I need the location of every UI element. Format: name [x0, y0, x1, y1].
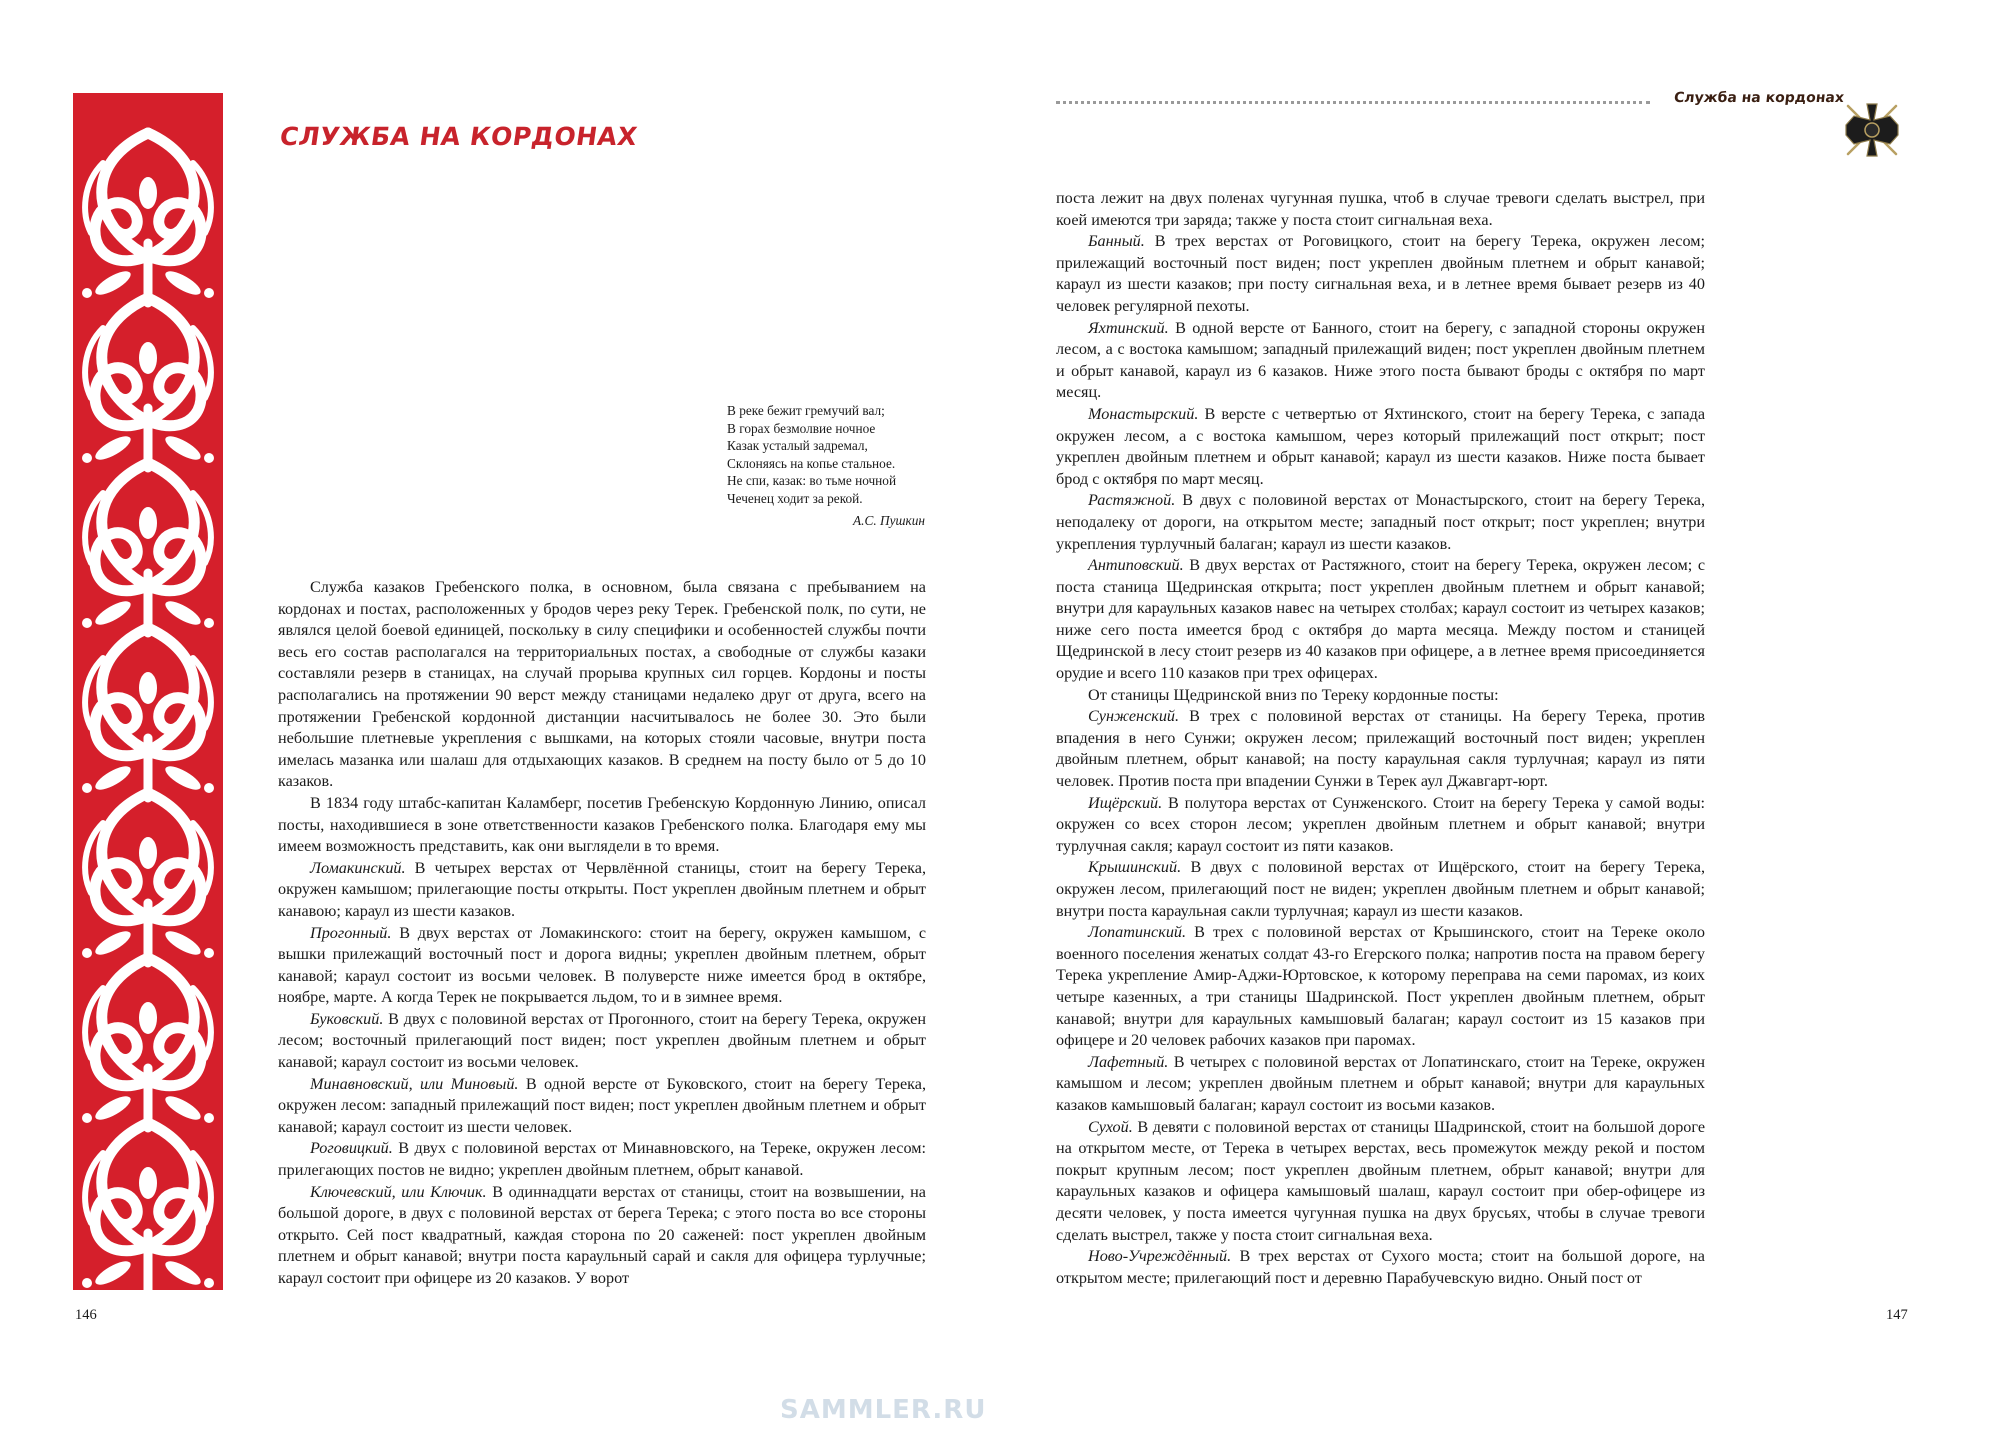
- post-name: Ищёрский.: [1088, 793, 1163, 812]
- paragraph: Лопатинский. В трех с половиной верстах от Крышинского, стоит на Тереке около военного поселения женатых солдат 43-го Егерского полка; напротив поста на правом берегу Терека укрепление Амир-Аджи-Юртовское, к которому переправа на семи паромах, из коих четыре казенных, а три станицы Шадринской. Пост укреплен двойным плетнем, обрыт канавой; внутри для караульных камышовый балаган; караул состоит из 15 казаков при офицере и 20 человек рабочих казаков при паромах.: [1056, 923, 1705, 1050]
- floral-scroll-ornament: [73, 93, 223, 1290]
- paragraph: Яхтинский. В одной версте от Банного, стоит на берегу, с западной стороны окружен лесом, а с востока камышом; западный прилежащий виден; пост укреплен двойным плетнем и обрыт канавой, караул из 6 казаков. Ниже этого поста бывают броды с октября по март месяц.: [1056, 318, 1706, 402]
- post-name: Роговицкий.: [310, 1139, 393, 1158]
- paragraph: поста лежит на двух поленах чугунная пушка, чтоб в случае тревоги сделать выстрел, при коей имеются три заряда; также у поста стоит сигнальная веха.: [1056, 189, 1705, 229]
- post-name: Растяжной.: [1088, 491, 1176, 510]
- post-name: Ключевский, или Ключик.: [310, 1182, 487, 1201]
- paragraph: Служба казаков Гребенского полка, в основном, была связана с пребыванием на кордонах и постах, расположенных у бродов через реку Терек. Гребенской полк, по сути, не являлся целой боевой единицей, поскольку в силу специфики и особенностей службы почти весь его состав располагался на территориальных постах, а свободные от службы казаки составляли резерв в станицах, на случай прорыва крупных сил горцев. Кордоны и посты располагались на протяжении 90 верст между станицами недалеко друг от друга, всего на протяжении Гребенской кордонной дистанции насчитывалось не более 30. Это были небольшие плетневые укрепления с вышками, на которых стояли часовые, внутри поста имелась мазанка или шалаш для отдыхающих казаков. В среднем на посту было от 5 до 10 казаков.: [278, 578, 926, 791]
- page-number-left: 146: [75, 1307, 97, 1323]
- epigraph-line: В горах безмолвие ночное: [727, 420, 876, 436]
- post-name: Ломакинский.: [310, 858, 406, 877]
- paragraph: Ищёрский. В полутора верстах от Сунженского. Стоит на берегу Терека у самой воды: окружен со всех сторон лесом; укреплен двойным плетнем и обрыт канавой; внутри турлучная сакля; караул состоит из пяти казаков.: [1056, 793, 1705, 855]
- paragraph: Минавновский, или Миновый. В одной версте от Буковского, стоит на берегу Терека, окружен лесом: западный прилежащий пост виден; пост укреплен двойным плетнем и обрыт канавой; караул состоит из шести человек.: [278, 1074, 927, 1136]
- paragraph: Крышинский. В двух с половиной верстах от Ищёрского, стоит на берегу Терека, окружен лесом, прилегающий пост не виден; укреплен двойным плетнем и обрыт канавой; внутри поста караульная сакли турлучная; караул из шести казаков.: [1056, 858, 1705, 920]
- page-number-right: 147: [1886, 1307, 1908, 1323]
- post-name: Сунженский.: [1088, 707, 1180, 726]
- epigraph-line: Чеченец ходит за рекой.: [727, 490, 863, 506]
- epigraph-line: Казак усталый задремал,: [727, 438, 868, 454]
- right-body-text: [1056, 188, 1705, 1289]
- paragraph: Ломакинский. В четырех верстах от Червлённой станицы, стоит на берегу Терека, окружен камышом; прилегающие посты открыты. Пост укреплен двойным плетнем и обрыт канавою; караул из шести казаков.: [278, 858, 927, 920]
- post-name: Антиповский.: [1088, 556, 1184, 575]
- right-page: [1000, 0, 2000, 1445]
- epigraph-line: Склоняясь на копье стальное.: [727, 455, 896, 471]
- paragraph: Буковский. В двух с половиной верстах от Прогонного, стоит на берегу Терека, окружен лесом; восточный прилегающий пост виден; пост укреплен двойным плетнем и обрыт канавой; караул состоит из восьми человек.: [278, 1009, 926, 1072]
- cross-emblem-icon: [1840, 98, 1904, 162]
- paragraph: Сухой. В девяти с половиной верстах от станицы Шадринской, стоит на большой дороге на открытом месте, от Терека в четырех верстах, весь промежуток между рекой и постом покрыт крупным лесом; пост укреплен двойным плетнем, обрыт канавой; внутри для караульных казаков и офицера камышовый шалаш, караул состоит при обер-офицере из десяти человек, у поста имеется чугунная пушка на двух брусьях, чтобы в случае тревоги сделать выстрел, также у поста стоит сигнальная веха.: [1056, 1117, 1706, 1244]
- paragraph: Монастырский. В версте с четвертью от Яхтинского, стоит на берегу Терека, с запада окружен лесом, а с востока камышом, через который прилежащий пост открыт; пост укреплен двойным плетнем и обрыт канавой; караул из шести казаков. Ниже поста бывает брод с октября по март месяц.: [1056, 404, 1706, 488]
- paragraph: Роговицкий. В двух с половиной верстах от Минавновского, на Тереке, окружен лесом: прилегающих постов не видно; укреплен двойным плетнем, обрыт канавой.: [278, 1139, 926, 1180]
- post-name: Банный.: [1088, 232, 1145, 251]
- post-name: Монастырский.: [1088, 404, 1199, 423]
- post-name: Крышинский.: [1088, 858, 1182, 877]
- paragraph: Сунженский. В трех с половиной верстах от станицы. На берегу Терека, против впадения в него Сунжи; окружен лесом; прилежащий восточный пост виден; укреплен двойным плетнем, обрыт канавой; на посту караульная сакля турлучная; караул из пяти человек. Против поста при впадении Сунжи в Терек аул Джавгарт-юрт.: [1056, 707, 1705, 791]
- epigraph-line: В реке бежит гремучий вал;: [727, 403, 885, 418]
- paragraph: От станицы Щедринской вниз по Тереку кордонные посты:: [1088, 685, 1499, 704]
- paragraph: Лафетный. В четырех с половиной верстах от Лопатинскаго, стоит на Тереке, окружен камышом и лесом; укреплен двойным плетнем и обрыт канавой; внутри для караульных казаков камышовый балаган; караул состоит из восьми казаков.: [1056, 1052, 1705, 1114]
- paragraph: Ключевский, или Ключик. В одиннадцати верстах от станицы, стоит на возвышении, на большой дороге, в двух с половиной верстах от берега Терека; с этого поста во все стороны открыто. Сей пост квадратный, каждая сторона по 20 саженей: пост укреплен двойным плетнем и обрыт канавой; внутри поста караульный сарай и сакля для офицера турлучные; караул состоит при офицере из 20 казаков. У ворот: [278, 1182, 926, 1287]
- post-name: Буковский.: [310, 1009, 384, 1028]
- paragraph: Растяжной. В двух с половиной верстах от Монастырского, стоит на берегу Терека, неподалеку от дороги, на открытом месте; западный пост открыт; пост укреплен; внутри укрепления турлучный балаган; караул из шести казаков.: [1056, 491, 1706, 553]
- paragraph: Ново-Учреждённый. В трех верстах от Сухого моста; стоит на большой дороге, на открытом месте; прилегающий пост и деревню Парабучевскую видно. Оный пост от: [1056, 1247, 1705, 1287]
- running-head: Служба на кордонах: [1673, 90, 1845, 106]
- post-name: Лопатинский.: [1088, 923, 1187, 942]
- chapter-title: СЛУЖБА НА КОРДОНАХ: [278, 122, 640, 151]
- paragraph: Прогонный. В двух верстах от Ломакинского: стоит на берегу, окружен камышом, с вышки прилежащий восточный пост и дорога видны; укреплен двойным плетнем, обрыт канавой; караул состоит из восьми человек. В полуверсте ниже имеется брод в октябре, ноябре, марте. А когда Терек не покрывается льдом, то и в зимнее время.: [278, 923, 926, 1007]
- post-name: Минавновский, или Миновый.: [310, 1074, 519, 1093]
- post-name: Ново-Учреждённый.: [1088, 1247, 1232, 1266]
- paragraph: Банный. В трех верстах от Роговицкого, стоит на берегу Терека, окружен лесом; прилежащий восточный пост виден; пост укреплен двойным плетнем и обрыт канавой; караул из шести казаков; при посту сигнальная веха, и в летнее время бывает резерв из 40 человек регулярной пехоты.: [1056, 232, 1705, 315]
- post-name: Лафетный.: [1088, 1052, 1169, 1071]
- paragraph: В 1834 году штабс-капитан Каламберг, посетив Гребенскую Кордонную Линию, описал посты, находившиеся в зоне ответственности казаков Гребенского полка. Благодаря ему мы имеем возможность представить, как они выглядели в то время.: [278, 793, 926, 856]
- paragraph: Антиповский. В двух верстах от Растяжного, стоит на берегу Терека, окружен лесом; с поста станица Щедринская открыта; пост укреплен двойным плетнем и обрыт канавой; внутри для караульных казаков навес на четырех столбах; караул состоит из четырех казаков; ниже сего поста имеется брод с октября до марта месяца. Между постом и станицей Щедринской в лесу стоит резерв из 40 казаков при офицере, а в летнее время присоединяется орудие и всего 110 казаков при трех офицерах.: [1056, 556, 1706, 683]
- epigraph: [727, 402, 925, 529]
- watermark: SAMMLER.RU: [780, 1395, 987, 1425]
- epigraph-author: А.С. Пушкин: [853, 512, 925, 528]
- red-ornament-band: [73, 93, 223, 1290]
- post-name: Прогонный.: [310, 923, 392, 942]
- running-head-rule: [1056, 101, 1650, 104]
- post-name: Сухой.: [1088, 1117, 1133, 1136]
- left-body-text: [278, 577, 926, 1290]
- post-name: Яхтинский.: [1088, 318, 1169, 337]
- epigraph-line: Не спи, казак: во тьме ночной: [727, 473, 897, 489]
